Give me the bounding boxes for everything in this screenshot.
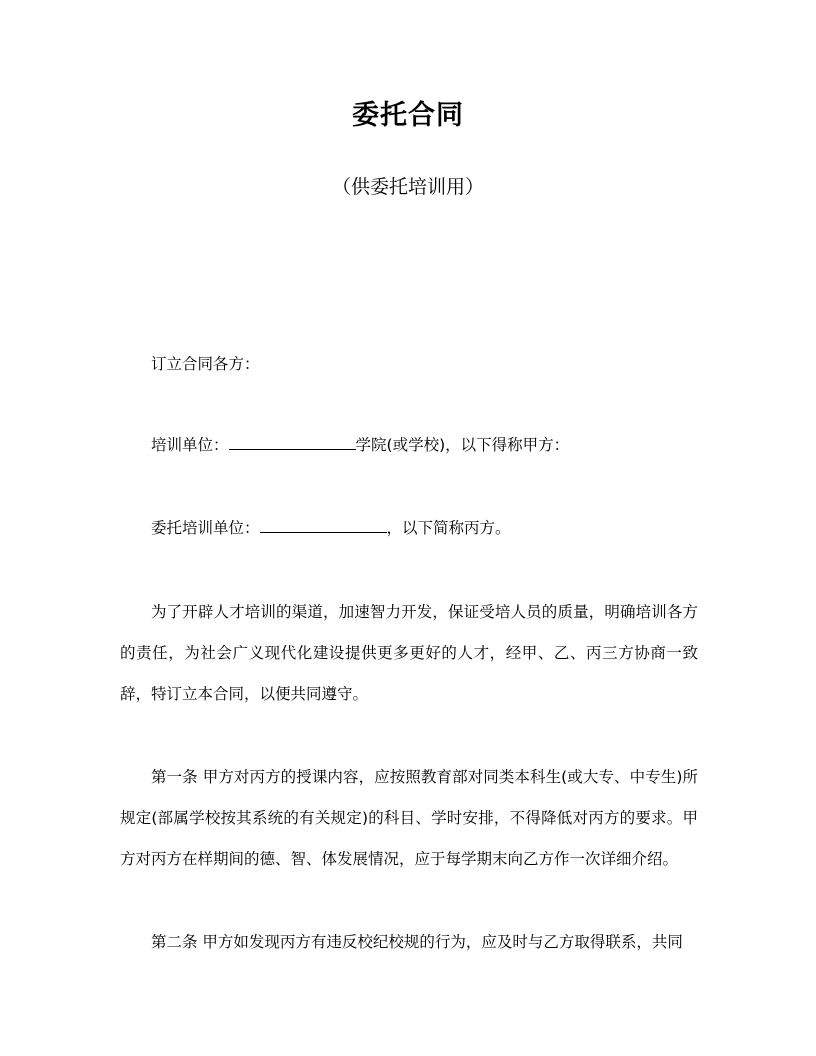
document-title: 委托合同 xyxy=(352,100,464,131)
document-subtitle: （供委托培训用） xyxy=(331,176,484,198)
trainer-blank-line xyxy=(229,435,356,450)
article-1-paragraph: 第一条 甲方对丙方的授课内容，应按照教育部对同类本科生(或大专、中专生)所规定(部属学校按其系统的有关规定)的科目、学时安排，不得降低对丙方的要求。甲方对丙方在样期间的德、智、体发展情况，应于每学期末向乙方作一次详细介绍。 xyxy=(120,768,698,868)
client-suffix: ，以下简称丙方。 xyxy=(386,519,511,537)
parties-label: 订立合同各方： xyxy=(151,355,260,373)
article-2-paragraph: 第二条 甲方如发现丙方有违反校纪校规的行为，应及时与乙方取得联系，共同 xyxy=(151,933,683,951)
intro-paragraph: 为了开辟人才培训的渠道，加速智力开发，保证受培人员的质量，明确培训各方的责任，为社会广义现代化建设提供更多更好的人才，经甲、乙、丙三方协商一致辞，特订立本合同，以便共同遵守。 xyxy=(120,603,698,703)
client-label: 委托培训单位： xyxy=(151,519,260,537)
trainer-line xyxy=(120,425,698,466)
client-blank-line xyxy=(260,518,387,533)
parties-heading xyxy=(120,344,698,385)
trainer-label: 培训单位： xyxy=(151,436,229,454)
client-line xyxy=(120,508,698,549)
trainer-suffix: 学院(或学校)，以下得称甲方： xyxy=(355,436,570,454)
